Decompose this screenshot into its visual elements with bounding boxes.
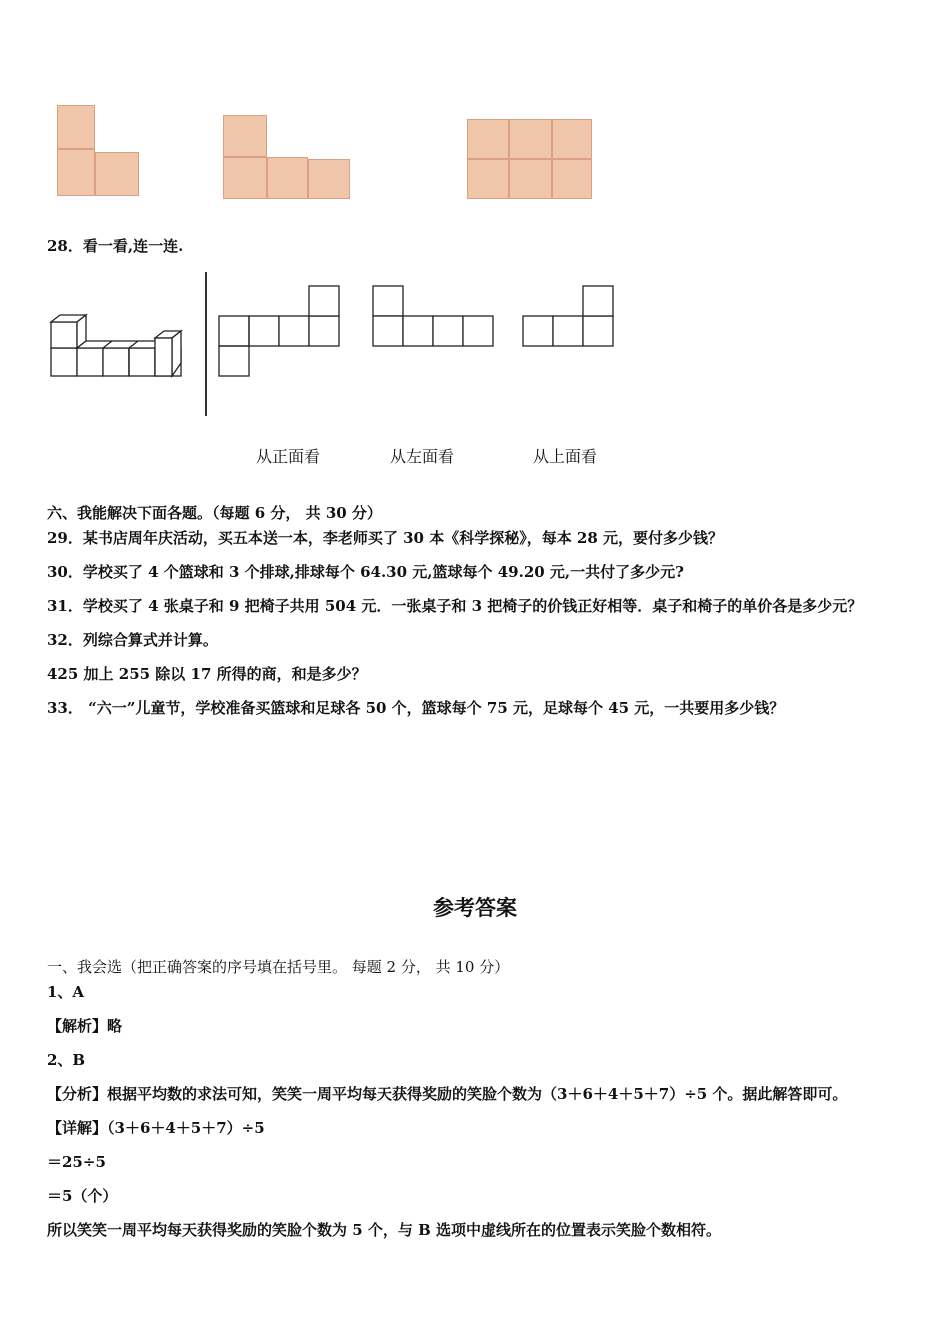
view-label-left: 从左面看 <box>390 447 455 466</box>
tile-square <box>95 152 139 196</box>
tile-square <box>223 157 267 199</box>
answer-line: 【解析】略 <box>47 1017 123 1035</box>
answer-line: 【详解】（3＋6＋4＋5＋7）÷5 <box>47 1119 265 1137</box>
view-grid-2 <box>372 285 502 350</box>
question-32: 32．列综合算式并计算。 <box>47 631 218 649</box>
answer-line: 1、A <box>47 983 85 1001</box>
answer-line: ＝25÷5 <box>47 1153 106 1171</box>
tile-square <box>308 159 350 199</box>
tile-square <box>467 119 509 159</box>
question-30: 30．学校买了 4 个篮球和 3 个排球,排球每个 64.30 元,篮球每个 49.20 元,一共付了多少元? <box>47 563 684 581</box>
view-grid-1 <box>218 285 343 380</box>
question-32-body: 425 加上 255 除以 17 所得的商，和是多少？ <box>47 665 367 683</box>
answers-section-1-heading: 一、我会选（把正确答案的序号填在括号里。 每题 2 分， 共 10 分） <box>47 958 510 976</box>
answer-line: ＝5（个） <box>47 1187 118 1205</box>
section-6-heading: 六、我能解决下面各题。（每题 6 分， 共 30 分） <box>47 504 382 522</box>
tile-square <box>552 119 592 159</box>
divider-line <box>205 272 207 416</box>
tile-square <box>509 159 552 199</box>
answers-title: 参考答案 <box>433 896 517 920</box>
question-28: 28．看一看,连一连. <box>47 237 184 255</box>
tile-square <box>267 157 308 199</box>
tile-square <box>509 119 552 159</box>
view-label-top: 从上面看 <box>533 447 598 466</box>
answer-line: 【分析】根据平均数的求法可知，笑笑一周平均每天获得奖励的笑脸个数为（3＋6＋4＋5＋7）÷5 个。据此解答即可。 <box>47 1085 848 1103</box>
tile-square <box>552 159 592 199</box>
view-grid-3 <box>522 285 622 350</box>
question-33: 33． “六一”儿童节，学校准备买篮球和足球各 50 个，篮球每个 75 元，足球每个 45 元，一共要用多少钱？ <box>47 699 785 717</box>
answer-line: 所以笑笑一周平均每天获得奖励的笑脸个数为 5 个，与 B 选项中虚线所在的位置表示笑脸个数相符。 <box>47 1221 722 1239</box>
question-31: 31．学校买了 4 张桌子和 9 把椅子共用 504 元．一张桌子和 3 把椅子的价钱正好相等．桌子和椅子的单价各是多少元？ <box>47 597 863 615</box>
answer-line: 2、B <box>47 1051 86 1069</box>
question-29: 29．某书店周年庆活动，买五本送一本，李老师买了 30 本《科学探秘》，每本 28 元，要付多少钱？ <box>47 529 724 547</box>
view-label-front: 从正面看 <box>256 447 321 466</box>
tile-square <box>57 149 95 196</box>
tile-square <box>467 159 509 199</box>
tile-square <box>223 115 267 157</box>
cube-solid-figure <box>48 313 188 383</box>
tile-square <box>57 105 95 149</box>
